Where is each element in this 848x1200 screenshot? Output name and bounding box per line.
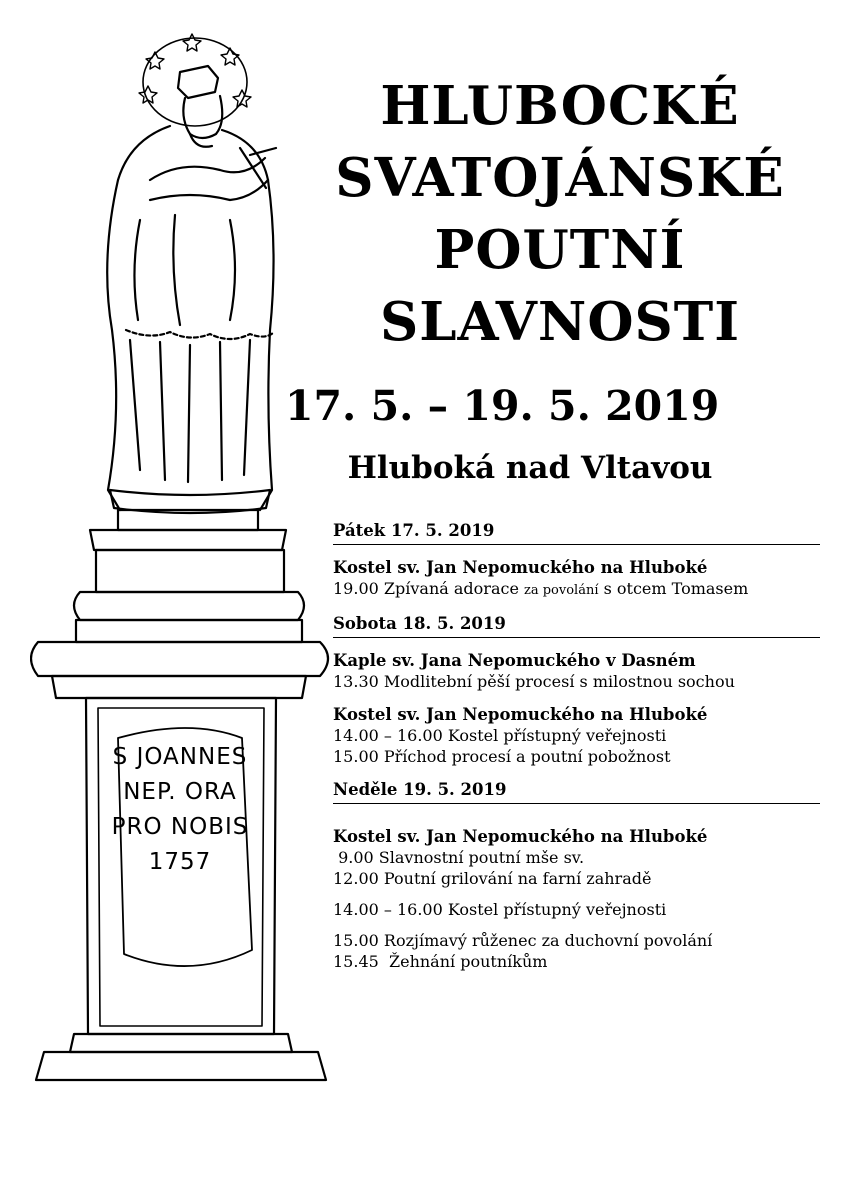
- program-item: 15.00 Rozjímavý růženec za duchovní povolání: [333, 931, 713, 950]
- venue-name: Kostel sv. Jan Nepomuckého na Hluboké: [333, 827, 708, 846]
- title-line: SLAVNOSTI: [379, 291, 741, 353]
- venue-name: Kaple sv. Jana Nepomuckého v Dasném: [333, 651, 696, 670]
- venue-group: [333, 704, 820, 767]
- title-line: SVATOJÁNSKÉ: [335, 147, 785, 209]
- program-item: 14.00 – 16.00 Kostel přístupný veřejnosti: [333, 726, 667, 745]
- program-item: 12.00 Poutní grilování na farní zahradě: [333, 869, 652, 888]
- title-line: POUTNÍ: [434, 219, 686, 281]
- day-heading: Pátek 17. 5. 2019: [333, 520, 820, 545]
- program: [333, 520, 820, 984]
- inscription-line: 1757: [148, 849, 212, 875]
- venue-group: [333, 826, 820, 972]
- venue-name: Kostel sv. Jan Nepomuckého na Hluboké: [333, 705, 708, 724]
- poster-title: [290, 70, 830, 358]
- program-item: 9.00 Slavnostní poutní mše sv.: [333, 848, 585, 867]
- inscription: [100, 740, 260, 880]
- program-item: 15.45 Žehnání poutníkům: [333, 952, 548, 971]
- statue-illustration: [30, 30, 330, 1100]
- inscription-line: PRO NOBIS: [111, 814, 249, 840]
- event-place: Hluboká nad Vltavou: [347, 450, 713, 486]
- program-item: 14.00 – 16.00 Kostel přístupný veřejnosti: [333, 900, 667, 919]
- program-item: 15.00 Příchod procesí a poutní pobožnost: [333, 747, 671, 766]
- event-dates: 17. 5. – 19. 5. 2019: [285, 382, 720, 430]
- venue-group: [333, 557, 820, 601]
- title-line: HLUBOCKÉ: [380, 75, 740, 137]
- day-heading: Neděle 19. 5. 2019: [333, 779, 820, 804]
- venue-name: Kostel sv. Jan Nepomuckého na Hluboké: [333, 558, 708, 577]
- program-item: 13.30 Modlitební pěší procesí s milostnou sochou: [333, 672, 735, 691]
- program-item: 19.00 Zpívaná adorace za povolání s otcem Tomasem: [333, 579, 749, 598]
- inscription-line: S JOANNES: [112, 744, 248, 770]
- day-heading: Sobota 18. 5. 2019: [333, 613, 820, 638]
- inscription-line: NEP. ORA: [123, 779, 237, 805]
- venue-group: [333, 650, 820, 692]
